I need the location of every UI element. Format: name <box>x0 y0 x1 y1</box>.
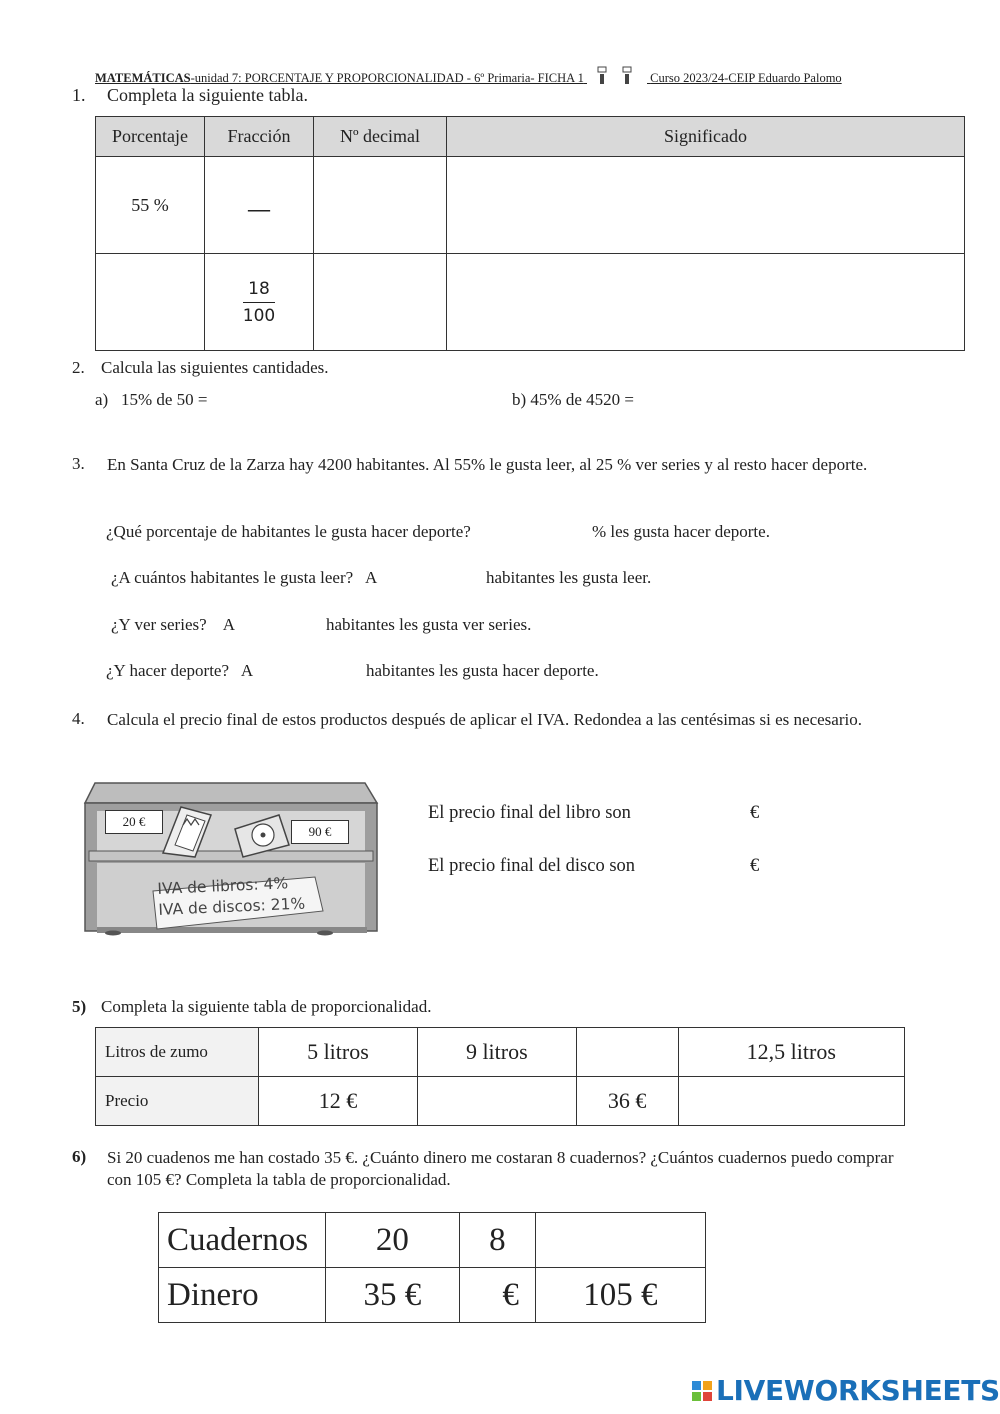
table-row <box>96 157 965 254</box>
iva-discs-text: IVA de discos: 21% <box>157 894 306 919</box>
book-price-tag: 20 € <box>105 810 163 834</box>
q1-heading <box>72 85 308 106</box>
brand-name: LIVEWORKSHEETS <box>716 1374 1000 1407</box>
cell-precio-input[interactable] <box>417 1077 576 1126</box>
cell-litros-input[interactable] <box>576 1028 678 1077</box>
juice-table <box>95 1027 905 1126</box>
q6-text: Si 20 cuadenos me han costado 35 €. ¿Cuánto dinero me costaran 8 cuadernos? ¿Cuántos cuadernos puedo comprar con 105 €? Completa la tabla de proporcionalidad. <box>107 1148 894 1189</box>
fraction-line: — <box>248 196 270 221</box>
q5-number: 5) <box>72 997 87 1016</box>
col-meaning-header: Significado <box>447 117 965 157</box>
cell-fraction-blank[interactable] <box>205 157 314 254</box>
euro-book: € <box>750 803 760 823</box>
cell-35-euro: 35 € <box>326 1268 460 1323</box>
cell-36-euro: 36 € <box>576 1077 678 1126</box>
q3-line1-answer: % les gusta hacer deporte. <box>592 522 770 541</box>
col-decimal-header: Nº decimal <box>314 117 447 157</box>
table-row <box>96 254 965 351</box>
cell-cuadernos-input[interactable] <box>535 1213 705 1268</box>
table-row <box>159 1213 706 1268</box>
q6-number: 6) <box>72 1147 87 1166</box>
cell-precio-input[interactable] <box>678 1077 904 1126</box>
page-header <box>95 66 842 86</box>
cell-fraction-18-100 <box>205 254 314 351</box>
final-book-text: El precio final del libro son <box>428 803 631 823</box>
shelf-illustration <box>83 781 379 937</box>
cell-percent-input[interactable] <box>96 254 205 351</box>
cell-5-litros: 5 litros <box>259 1028 418 1077</box>
q2-text: Calcula las siguientes cantidades. <box>101 358 329 377</box>
table-row <box>96 1028 905 1077</box>
notebooks-table <box>158 1212 706 1323</box>
col-percent-header: Porcentaje <box>96 117 205 157</box>
cell-meaning-input[interactable] <box>447 157 965 254</box>
cell-meaning-input[interactable] <box>447 254 965 351</box>
euro-disc: € <box>750 856 760 876</box>
final-disc-text: El precio final del disco son <box>428 856 636 876</box>
cell-9-litros: 9 litros <box>417 1028 576 1077</box>
cell-20: 20 <box>326 1213 460 1268</box>
q2-number: 2. <box>72 358 85 377</box>
label-cuadernos: Cuadernos <box>159 1213 326 1268</box>
cell-decimal-input[interactable] <box>314 254 447 351</box>
disc-price-tag: 90 € <box>291 820 349 844</box>
q5-heading <box>72 997 432 1017</box>
fraction-denominator: 100 <box>242 305 276 326</box>
q3-line3-answer: habitantes les gusta ver series. <box>326 615 532 634</box>
iva-sign <box>157 873 306 921</box>
q3-number: 3. <box>72 454 85 473</box>
figures-icon <box>593 66 641 86</box>
q3-line3-question: ¿Y ver series? A <box>111 615 235 634</box>
q6-number-wrap <box>72 1147 86 1167</box>
q3-line4-question: ¿Y hacer deporte? A <box>106 661 254 680</box>
q3-line2-answer: habitantes les gusta leer. <box>486 568 652 587</box>
header-subject: MATEMÁTICAS <box>95 71 191 85</box>
table-row <box>159 1268 706 1323</box>
cell-decimal-input[interactable] <box>314 157 447 254</box>
cell-dinero-input[interactable]: € <box>459 1268 535 1323</box>
q2-item-a: a) 15% de 50 = <box>95 390 208 409</box>
iva-books-text: IVA de libros: 4% <box>157 874 289 898</box>
label-dinero: Dinero <box>159 1268 326 1323</box>
logo-squares-icon <box>692 1381 712 1401</box>
col-fraction-header: Fracción <box>205 117 314 157</box>
q1-text: Completa la siguiente tabla. <box>107 85 308 105</box>
q2-item-b: b) 45% de 4520 = <box>512 390 634 409</box>
table-row <box>96 1077 905 1126</box>
q3-line1-question: ¿Qué porcentaje de habitantes le gusta hacer deporte? <box>106 522 471 541</box>
q5-text: Completa la siguiente tabla de proporcionalidad. <box>101 997 432 1016</box>
q3-line2-question: ¿A cuántos habitantes le gusta leer? A <box>111 568 378 587</box>
fraction-numerator: 18 <box>243 279 275 303</box>
q4-text: Calcula el precio final de estos productos después de aplicar el IVA. Redondea a las centésimas si es necesario. <box>107 710 862 729</box>
liveworksheets-logo <box>692 1374 1000 1407</box>
cell-8: 8 <box>459 1213 535 1268</box>
q4-number: 4. <box>72 709 85 728</box>
header-course: Curso 2023/24-CEIP Eduardo Palomo <box>650 71 842 85</box>
q3-line4-answer: habitantes les gusta hacer deporte. <box>366 661 599 680</box>
label-litros: Litros de zumo <box>96 1028 259 1077</box>
q1-number: 1. <box>72 85 86 105</box>
cell-percent-55: 55 % <box>96 157 205 254</box>
cell-12-5-litros: 12,5 litros <box>678 1028 904 1077</box>
q3-text: En Santa Cruz de la Zarza hay 4200 habitantes. Al 55% le gusta leer, al 25 % ver series y al resto hacer deporte. <box>107 455 868 474</box>
cell-12-euro: 12 € <box>259 1077 418 1126</box>
q2-heading <box>72 358 329 378</box>
percent-table <box>95 116 965 351</box>
cell-105-euro: 105 € <box>535 1268 705 1323</box>
header-unit: -unidad 7: PORCENTAJE Y PROPORCIONALIDAD - 6º Primaria- FICHA 1 <box>190 71 584 85</box>
label-precio: Precio <box>96 1077 259 1126</box>
